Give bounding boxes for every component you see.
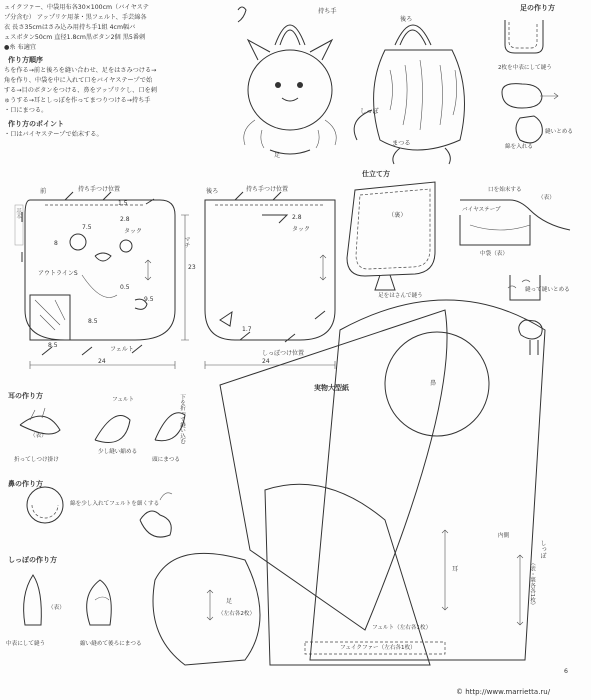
ear-head: 頭にまつる (152, 457, 180, 463)
actual-inside: 内側 (498, 533, 510, 539)
back-handle-pos: 持ち手つけ位置 (246, 186, 289, 193)
actual-size-pattern (153, 300, 545, 665)
doodle-icon (238, 7, 246, 22)
tail-title: しっぽの作り方 (8, 556, 57, 564)
actual-tail-sub: （表・裏各各1枚） (529, 560, 535, 609)
back-n17: 1.7 (242, 326, 252, 333)
foot-steps-stuff: 綿を入れる (505, 144, 533, 150)
steps-line-1: ちを作る→前と後ろを縫い合わせ、足をはさみつける→ (4, 67, 157, 74)
assembly-title: 仕立て方 (362, 170, 390, 178)
back-width: 24 (262, 358, 270, 365)
foot-steps-title: 足の作り方 (520, 4, 555, 12)
foot-steps-close: 縫いとめる (545, 129, 573, 135)
side-mark: 基本 (15, 208, 21, 220)
actual-nose: 鼻 (430, 380, 437, 387)
back-tuck: タック (292, 226, 311, 233)
assembly-diagram (347, 182, 570, 355)
back-label: 後ろ (400, 16, 413, 23)
actual-tail: しっぽ (539, 540, 546, 559)
nose-making-diagram (27, 487, 172, 537)
tail-label: しっぽ (360, 108, 379, 115)
steps-title: 作り方順序 (8, 56, 43, 64)
ear-basting: 折ってしつけ掛け (14, 457, 59, 463)
materials-line-1: ェイクファー、中袋用布各30×100cm（バイヤステ (4, 4, 149, 11)
front-felt: フェルト (110, 346, 134, 353)
ear-gather: 少し縫い縮める (98, 449, 138, 455)
ear-felt: フェルト (112, 397, 135, 403)
back-pattern-label: 後ろ (206, 188, 219, 195)
ear-fold: 下を折って縫い込む (179, 394, 185, 445)
steps-line-5: ・口にまつる。 (4, 107, 48, 114)
actual-title: 実物大型紙 (314, 384, 349, 392)
materials-line-5: ●糸 布適宜 (4, 44, 37, 51)
front-n75: 7.5 (82, 224, 92, 231)
front-n85a: 8.5 (88, 318, 98, 325)
page-number: 6 (564, 668, 568, 675)
assembly-back-label: （裏） (388, 212, 407, 219)
assembly-front: （表） (538, 195, 555, 201)
ear-title: 耳の作り方 (8, 392, 43, 400)
points-title: 作り方のポイント (8, 120, 64, 128)
front-tuck: タック (124, 228, 143, 235)
front-n05: 0.5 (120, 284, 130, 291)
materials-line-4: ュスボタン50cm 直径1.8cm黒ボタン2個 黒5番刺 (4, 34, 146, 41)
tail-fold: 中表にして縫う (6, 641, 46, 647)
materials-line-3: 衣 長さ35cmはさみ込み用持ち手1組 4cm幅バ (4, 24, 136, 31)
points-line: ・口はバイヤステープで始末する。 (4, 131, 103, 138)
foot-steps-sew: 2枚を中表にして縫う (498, 65, 552, 71)
assembly-mouth: 口を始末する (488, 187, 522, 193)
nose-title: 鼻の作り方 (8, 480, 43, 488)
assembly-foot-note: 足をはさんで縫う (378, 293, 423, 299)
materials-line-2: プ分含む） アップリケ用茶・黒フェルト、手芸綿各 (4, 14, 147, 21)
tail-shrink: 縮い縫めて後ろにまつる (80, 641, 142, 647)
actual-foot-sub: （左右各2枚） (218, 611, 256, 617)
steps-line-2: 角を作り、中袋を中に入れて口をバイヤステープで始 (4, 77, 153, 84)
assembly-bias: バイヤステープ (462, 207, 501, 213)
front-outline: アウトラインS (38, 270, 78, 277)
watermark: © http://www.marrietta.ru/ (456, 688, 551, 696)
front-gusset: マチ (183, 236, 190, 248)
actual-foot: 足 (226, 598, 233, 605)
eyebrow-label: まつる (392, 140, 411, 147)
actual-fur: フェイクファー（左右各1枚） (340, 645, 416, 651)
actual-felt: フェルト（左右各1枚） (372, 625, 432, 631)
foot-making-diagram (502, 20, 558, 143)
tail-back: （表） (48, 605, 65, 611)
tail-making-diagram (24, 575, 112, 625)
assembly-sew-mouth: 縫って縫いとめる (525, 287, 570, 293)
front-n8: 8 (54, 240, 58, 247)
handle-label: 持ち手 (318, 8, 337, 15)
dog-bag-front-illustration (244, 25, 337, 154)
steps-line-3: する→目のボタンをつける、鼻をアップリケし、口を刺 (4, 87, 157, 94)
front-n15: 1.5 (118, 200, 128, 207)
back-tail-pos: しっぽつけ位置 (262, 350, 305, 357)
front-label: 前 (40, 188, 47, 195)
back-n28: 2.8 (292, 214, 302, 221)
front-height: 23 (188, 264, 196, 271)
actual-ear: 耳 (452, 566, 459, 573)
steps-line-4: ゅうする→耳としっぽを作ってまつりつける→持ち手 (4, 97, 151, 104)
front-n85b: 8.5 (48, 342, 58, 349)
nose-note: 綿を少し入れてフェルトを細くする (70, 501, 160, 507)
front-n28: 2.8 (120, 216, 130, 223)
ear-back: （表） (30, 433, 47, 439)
front-handle-pos: 持ち手つけ位置 (78, 186, 121, 193)
assembly-lining: 中袋（表） (480, 251, 508, 257)
foot-label: 足 (274, 152, 281, 159)
front-width: 24 (98, 358, 106, 365)
nose-shape (385, 332, 489, 436)
front-n95: 9.5 (144, 296, 154, 303)
back-pattern-piece (205, 192, 335, 369)
